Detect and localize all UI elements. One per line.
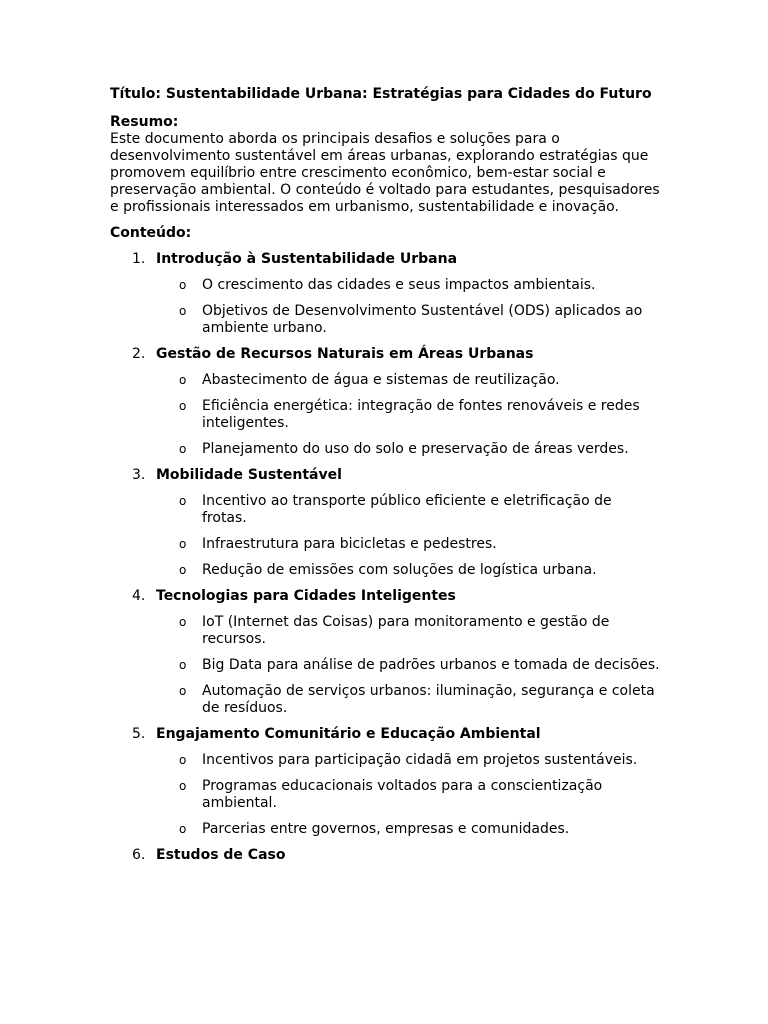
list-item xyxy=(156,441,660,458)
section-item xyxy=(110,251,660,337)
bullet-circle-icon: o xyxy=(179,373,187,387)
bullet-text: Infraestrutura para bicicletas e pedestres. xyxy=(202,536,497,552)
list-item xyxy=(156,398,660,432)
document-page xyxy=(110,86,660,873)
bullet-circle-icon: o xyxy=(179,494,187,508)
section-item xyxy=(110,726,660,838)
list-item xyxy=(156,303,660,337)
section-title: Mobilidade Sustentável xyxy=(156,467,342,483)
document-title: Título: Sustentabilidade Urbana: Estratégias para Cidades do Futuro xyxy=(110,86,652,102)
bullet-list xyxy=(156,372,660,458)
section-number: 1. xyxy=(132,251,146,267)
list-item xyxy=(156,821,660,838)
bullet-circle-icon: o xyxy=(179,658,187,672)
section-number: 2. xyxy=(132,346,146,362)
list-item xyxy=(156,683,660,717)
bullet-text: Programas educacionais voltados para a conscientização ambiental. xyxy=(202,778,603,811)
bullet-text: Big Data para análise de padrões urbanos e tomada de decisões. xyxy=(202,657,660,673)
bullet-circle-icon: o xyxy=(179,779,187,793)
section-title: Tecnologias para Cidades Inteligentes xyxy=(156,588,456,604)
bullet-text: O crescimento das cidades e seus impactos ambientais. xyxy=(202,277,596,293)
section-title: Engajamento Comunitário e Educação Ambiental xyxy=(156,726,541,742)
bullet-list xyxy=(156,752,660,838)
content-heading: Conteúdo: xyxy=(110,225,192,241)
list-item xyxy=(156,536,660,553)
section-item xyxy=(110,467,660,579)
abstract-text: Este documento aborda os principais desafios e soluções para o desenvolvimento sustentável em áreas urbanas, explorando estratégias que promovem equilíbrio entre crescimento econômico, bem-estar social e preservação ambiental. O conteúdo é voltado para estudantes, pesquisadores e profissionais interessados em urbanismo, sustentabilidade e inovação. xyxy=(110,131,660,215)
bullet-circle-icon: o xyxy=(179,399,187,413)
bullet-circle-icon: o xyxy=(179,753,187,767)
bullet-text: Planejamento do uso do solo e preservação de áreas verdes. xyxy=(202,441,629,457)
abstract-heading: Resumo: xyxy=(110,114,179,130)
section-number: 5. xyxy=(132,726,146,742)
bullet-circle-icon: o xyxy=(179,563,187,577)
bullet-text: Automação de serviços urbanos: iluminação, segurança e coleta de resíduos. xyxy=(202,683,655,716)
bullet-list xyxy=(156,493,660,579)
bullet-text: Eficiência energética: integração de fontes renováveis e redes inteligentes. xyxy=(202,398,640,431)
section-title: Introdução à Sustentabilidade Urbana xyxy=(156,251,458,267)
bullet-text: IoT (Internet das Coisas) para monitoramento e gestão de recursos. xyxy=(202,614,610,647)
list-item xyxy=(156,562,660,579)
bullet-text: Redução de emissões com soluções de logística urbana. xyxy=(202,562,597,578)
bullet-list xyxy=(156,614,660,717)
section-item xyxy=(110,847,660,864)
list-item xyxy=(156,372,660,389)
section-title: Gestão de Recursos Naturais em Áreas Urbanas xyxy=(156,346,534,362)
list-item xyxy=(156,752,660,769)
bullet-text: Objetivos de Desenvolvimento Sustentável (ODS) aplicados ao ambiente urbano. xyxy=(202,303,643,336)
section-item xyxy=(110,588,660,717)
bullet-circle-icon: o xyxy=(179,537,187,551)
table-of-contents xyxy=(110,251,660,864)
bullet-text: Abastecimento de água e sistemas de reutilização. xyxy=(202,372,560,388)
bullet-circle-icon: o xyxy=(179,822,187,836)
bullet-circle-icon: o xyxy=(179,442,187,456)
list-item xyxy=(156,778,660,812)
bullet-text: Parcerias entre governos, empresas e comunidades. xyxy=(202,821,570,837)
bullet-circle-icon: o xyxy=(179,615,187,629)
section-number: 4. xyxy=(132,588,146,604)
bullet-text: Incentivo ao transporte público eficiente e eletrificação de frotas. xyxy=(202,493,612,526)
bullet-circle-icon: o xyxy=(179,684,187,698)
bullet-text: Incentivos para participação cidadã em projetos sustentáveis. xyxy=(202,752,638,768)
bullet-circle-icon: o xyxy=(179,278,187,292)
list-item xyxy=(156,493,660,527)
bullet-circle-icon: o xyxy=(179,304,187,318)
bullet-list xyxy=(156,277,660,337)
list-item xyxy=(156,277,660,294)
section-number: 3. xyxy=(132,467,146,483)
list-item xyxy=(156,657,660,674)
list-item xyxy=(156,614,660,648)
section-item xyxy=(110,346,660,458)
section-number: 6. xyxy=(132,847,146,863)
section-title: Estudos de Caso xyxy=(156,847,286,863)
